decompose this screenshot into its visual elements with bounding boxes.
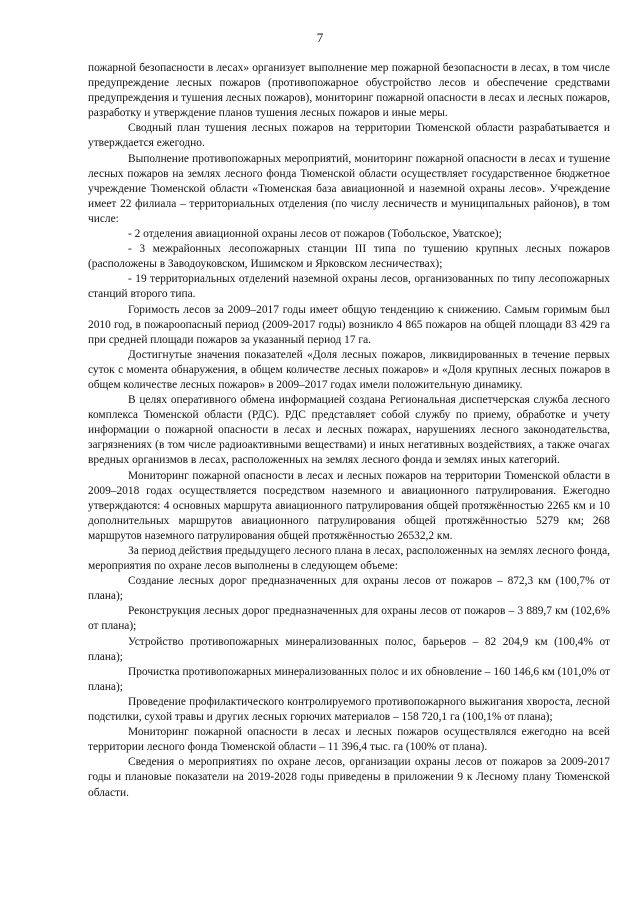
measure-item: Реконструкция лесных дорог предназначенных для охраны лесов от пожаров – 3 889,7 км (102,6% от плана); bbox=[88, 605, 610, 633]
list-item: - 19 территориальных отделений наземной охраны лесов, организованных по типу лесопожарных станций второго типа. bbox=[88, 273, 610, 301]
measure-item: Прочистка противопожарных минерализованных полос и их обновление – 160 146,6 км (101,0% от плана); bbox=[88, 665, 610, 693]
paragraph: Сводный план тушения лесных пожаров на территории Тюменской области разрабатывается и утверждается ежегодно. bbox=[88, 122, 610, 150]
paragraph: Выполнение противопожарных мероприятий, мониторинг пожарной опасности в лесах и тушение лесных пожаров на землях лесного фонда Тюменской области осуществляет государственное бюджетное учреждение Тюменской области «Тюменская база авиационной и наземной охраны лесов». Учреждение имеет 22 филиала – территориальных отделения (по числу лесничеств и муниципальных районов), в том числе: bbox=[88, 152, 610, 225]
measure-item: Устройство противопожарных минерализованных полос, барьеров – 82 204,9 км (100,4% от плана); bbox=[88, 635, 610, 663]
page-number: 7 bbox=[316, 30, 324, 45]
paragraph: Достигнутые значения показателей «Доля лесных пожаров, ликвидированных в течение первых суток с момента обнаружения, в общем количестве лесных пожаров» и «Доля крупных лесных пожаров в общем количестве лесных пожаров» в 2009–2017 годах имели положительную динамику. bbox=[88, 348, 610, 391]
paragraph: Мониторинг пожарной опасности в лесах и лесных пожаров на территории Тюменской области в 2009–2018 годах осуществляется посредством наземного и авиационного патрулирования. Ежегодно утверждаются: 4 основных маршрута авиационного патрулирования общей протяжённостью 2265 км и 10 дополнительных маршрутов авиационного патрулирования общей протяжённостью 5279 км; 268 маршрутов наземного патрулирования общей протяжённостью 26532,2 км. bbox=[88, 469, 610, 542]
paragraph: Сведения о мероприятиях по охране лесов, организации охраны лесов от пожаров за 2009-2017 годы и плановые показатели на 2019-2028 годы приведены в приложении 9 к Лесному плану Тюменской области. bbox=[88, 756, 610, 799]
measure-item: Проведение профилактического контролируемого противопожарного выжигания хвороста, лесной подстилки, сухой травы и других лесных горючих материалов – 158 720,1 га (100,1% от плана); bbox=[88, 695, 610, 724]
measure-item: Мониторинг пожарной опасности в лесах и лесных пожаров осуществлялся ежегодно на всей территории лесного фонда Тюменской области – 11 396,4 тыс. га (100% от плана). bbox=[88, 726, 610, 754]
list-item: - 2 отделения авиационной охраны лесов от пожаров (Тобольское, Уватское); bbox=[128, 228, 502, 241]
page-body bbox=[88, 61, 610, 801]
paragraph: За период действия предыдущего лесного плана в лесах, расположенных на землях лесного фонда, мероприятия по охране лесов выполнены в следующем объеме: bbox=[88, 545, 610, 573]
list-item: - 3 межрайонных лесопожарных станции III типа по тушению крупных лесных пожаров (расположены в Заводоуковском, Ишимском и Ярковском лесничествах); bbox=[88, 243, 610, 271]
paragraph: Горимость лесов за 2009–2017 годы имеет общую тенденцию к снижению. Самым горимым был 2010 год, в пожароопасный период (2009-2017 годы) возникло 4 865 пожаров на общей площади 83 429 га при средней площади пожаров за указанный период 17 га. bbox=[88, 303, 610, 346]
measure-item: Создание лесных дорог предназначенных для охраны лесов от пожаров – 872,3 км (100,7% от плана); bbox=[88, 575, 610, 603]
paragraph: пожарной безопасности в лесах» организует выполнение мер пожарной безопасности в лесах, в том числе предупреждение лесных пожаров (противопожарное обустройство лесов и обеспечение средствами предупреждения и тушения лесных пожаров), мониторинг пожарной опасности в лесах и лесных пожаров, разработку и утверждение планов тушения лесных пожаров и иные меры. bbox=[88, 62, 610, 120]
paragraph: В целях оперативного обмена информацией создана Региональная диспетчерская служба лесного комплекса Тюменской области (РДС). РДС представляет собой службу по приему, обработке и учету информации о пожарной опасности в лесах и лесных пожарах, нарушениях лесного законодательства, загрязнениях (в том числе радиоактивными веществами) и иных негативных воздействиях, а также очагах вредных организмов в лесах, расположенных на землях лесного фонда и землях иных категорий. bbox=[88, 394, 610, 467]
